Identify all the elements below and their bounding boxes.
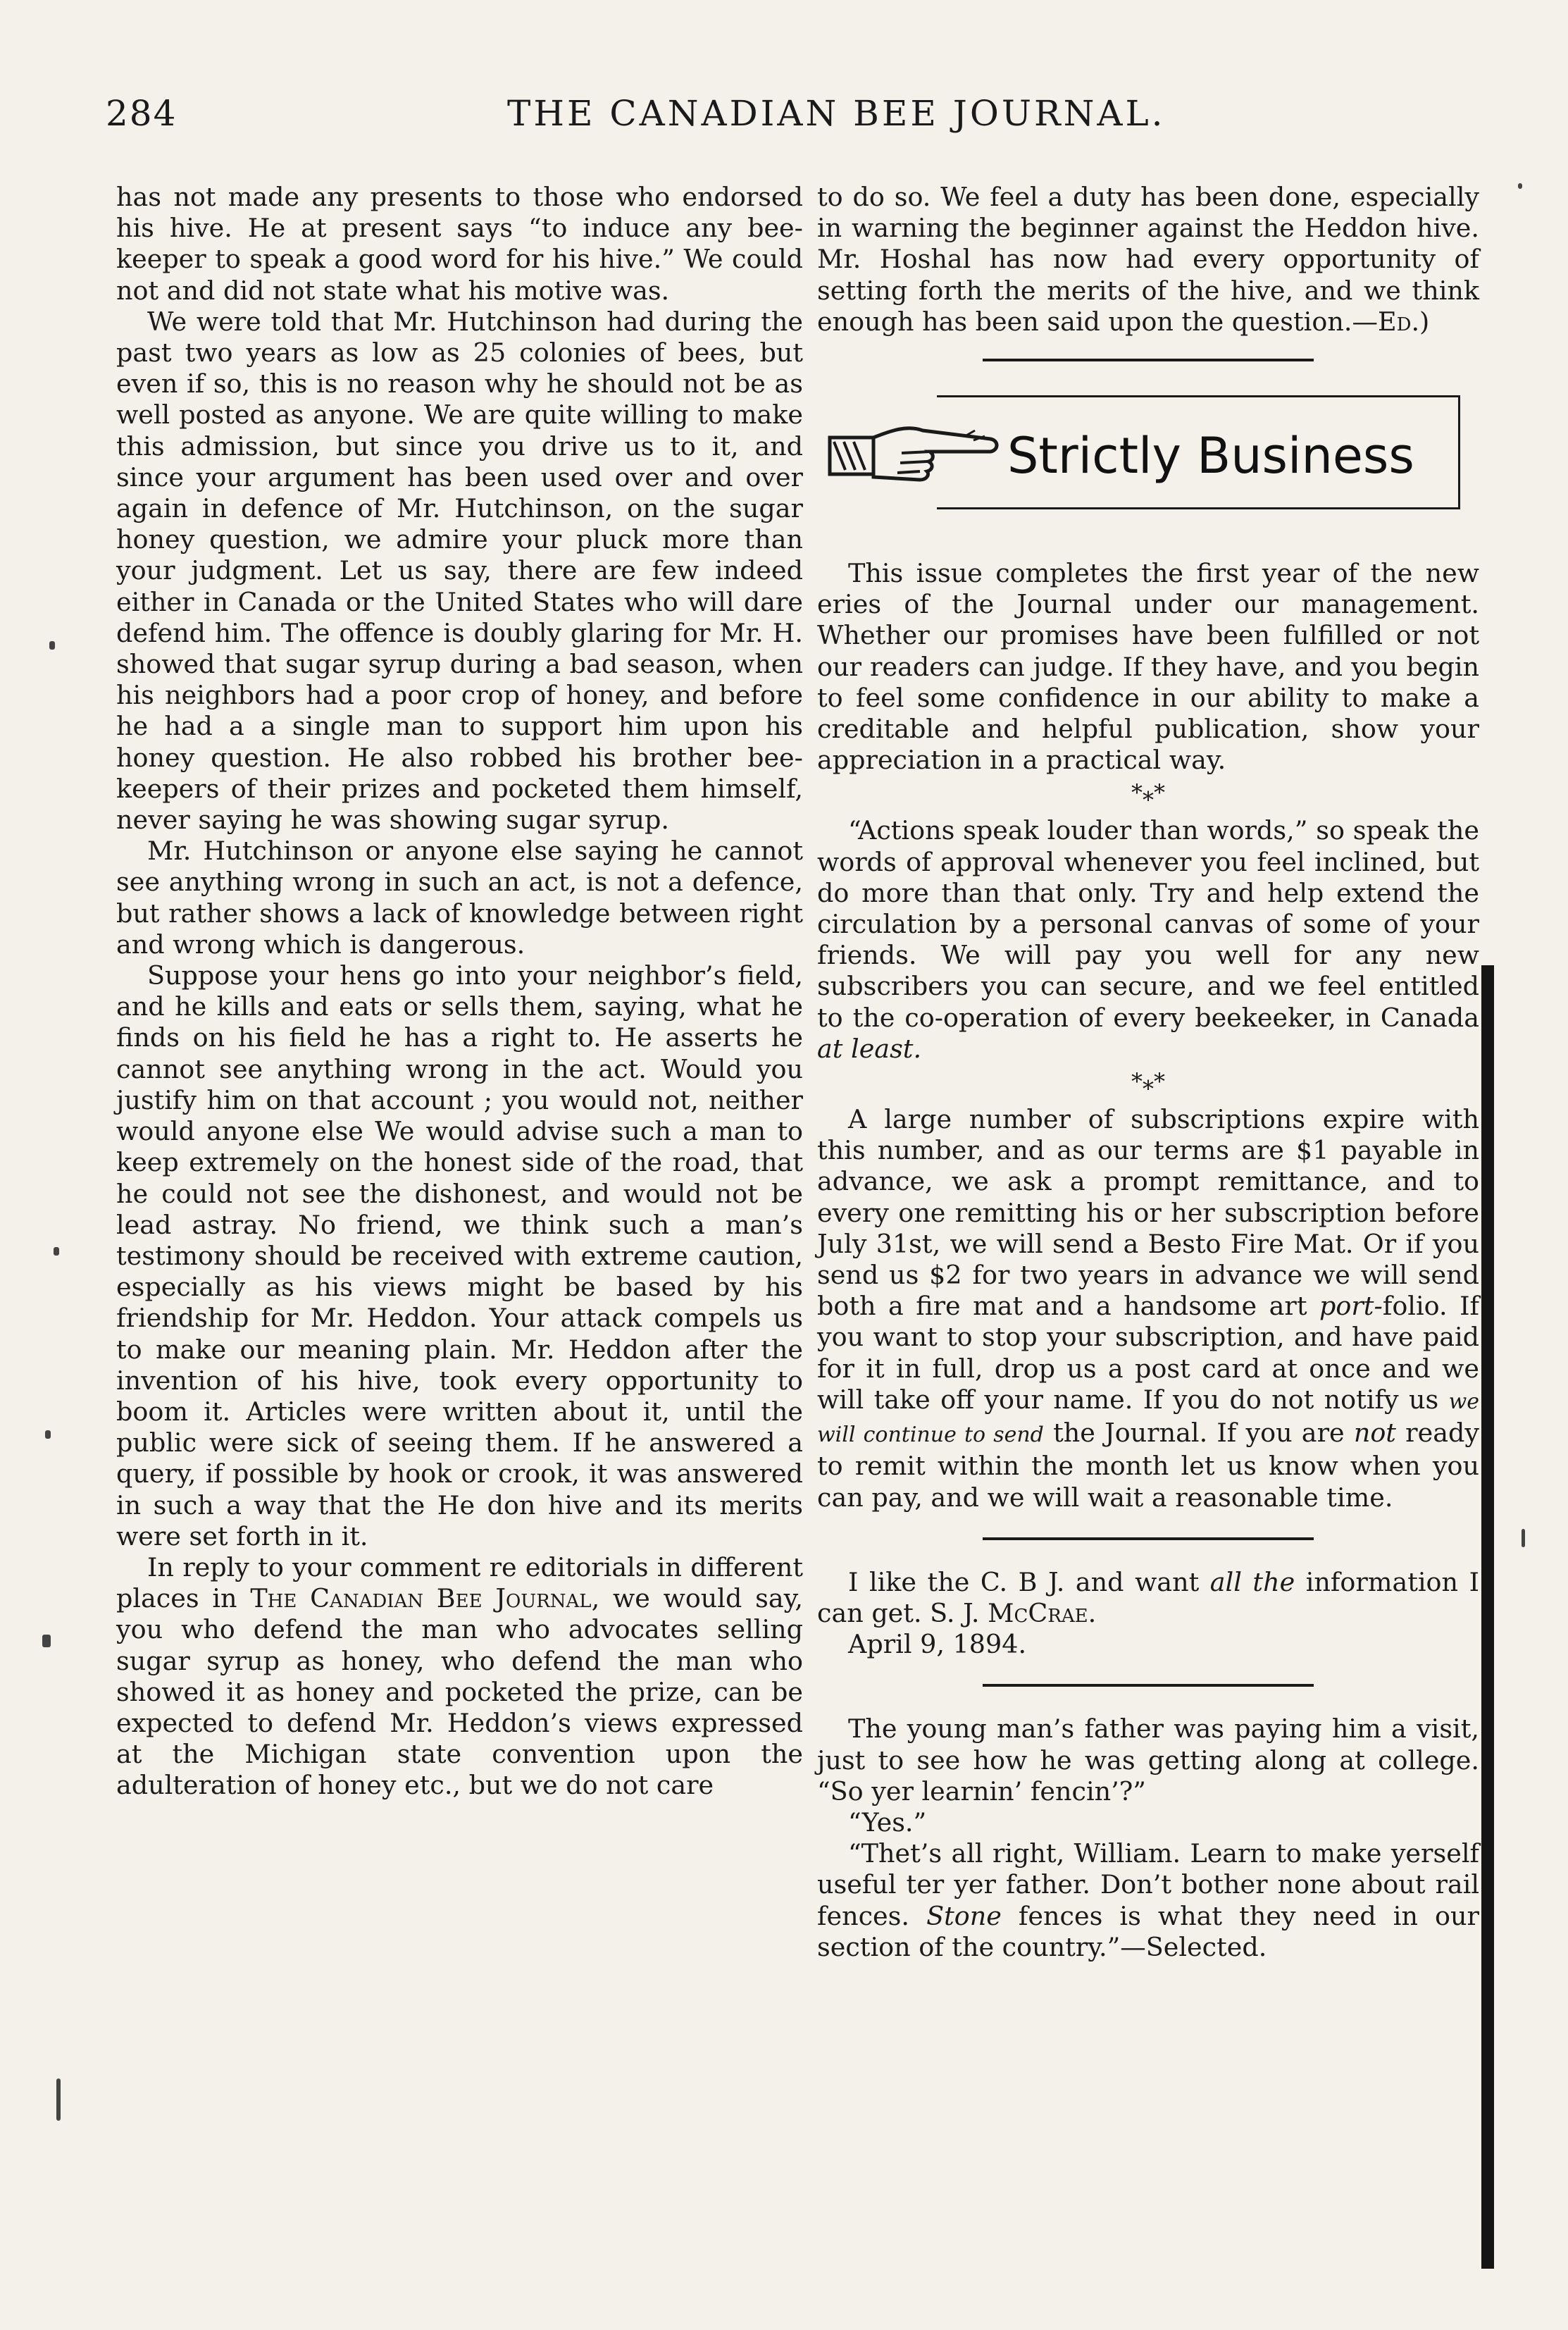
strictly-business-banner	[824, 388, 1479, 519]
right-paragraph-3-italic: at least.	[817, 1033, 922, 1064]
subscription-text-a: A large number of subscriptions expire with this number, and as our terms are $1 payable in advance, we ask a prompt remittance, and to every one remitting his or her subscription before July 31st, we will send a Besto Fire Mat. Or if you send us $2 for two years in advance we will send both a fire mat and a handsome art	[817, 1104, 1479, 1322]
editor-note-end	[817, 182, 1479, 337]
anecdote-text-a: “Thet’s all right, William. Learn to make yerself useful ter yer father. Don’t bother none about rail fences.	[817, 1838, 1479, 1931]
subscription-text-c: the Journal. If you are	[1043, 1418, 1354, 1449]
editor-initials: Ed.	[1377, 306, 1420, 337]
right-paragraph-3	[817, 815, 1479, 1065]
left-paragraph-3: Mr. Hutchinson or anyone else saying he cannot see anything wrong in such an act, is not a defence, but rather shows a lack of knowledge between right and wrong which is dangerous.	[116, 836, 803, 960]
margin-mark	[42, 1635, 51, 1647]
right-column	[817, 182, 1479, 1963]
left-paragraph-5-end: , we would say, you who defend the man who advocates selling sugar syrup as honey, who defend the man who showed it as honey and pocketed the prize, can be expected to defend Mr. Heddon’s views expressed at the Michigan state convention upon the adulteration of honey etc., but we do not care	[116, 1583, 803, 1801]
subscription-text-d: ready to remit within the month let us know when you can pay, and we will wait a reasonable time.	[817, 1418, 1479, 1513]
section-divider-3	[983, 1684, 1314, 1687]
page-edge-bar	[1481, 965, 1494, 2269]
reader-letter-italic: all the	[1209, 1566, 1295, 1597]
margin-mark	[49, 641, 55, 650]
right-paragraph-4	[817, 1104, 1479, 1513]
anecdote-paragraph-2: “Yes.”	[848, 1807, 927, 1838]
margin-mark	[54, 1247, 59, 1256]
asterism-1: *⁎*	[1131, 779, 1165, 807]
editor-note-text: to do so. We feel a duty has been done, especially in warning the beginner against the Heddon hive. Mr. Hoshal has now had every opportunity of setting forth the merits of the hive, and we think enough has been said upon the question.—	[817, 182, 1479, 337]
anecdote-text-b: fences is what they need in our section of the country.”—Selected.	[817, 1900, 1479, 1962]
left-paragraph-5	[116, 1552, 803, 1802]
anecdote-paragraph-3	[817, 1838, 1479, 1963]
subscription-not: not	[1353, 1418, 1396, 1449]
subscription-portfolio: port-	[1319, 1291, 1383, 1322]
reader-letter-text-b: information I can get.	[817, 1566, 1479, 1628]
section-divider-2	[983, 1537, 1314, 1540]
page-number: 284	[106, 93, 178, 134]
right-paragraph-2: This issue completes the first year of the new eries of the Journal under our management. Whether our promises have been fulfilled or not our readers can judge. If they have, and you begin to feel some confidence in our ability to make a creditable and helpful publication, show your appreciation in a practical way.	[817, 558, 1479, 776]
left-paragraph-4: Suppose your hens go into your neighbor’s field, and he kills and eats or sells them, saying, what he finds on his field he has a right to. He asserts he cannot see anything wrong in the act. Would you justify him on that account ; you would not, neither would anyone else We would advise such a man to keep extremely on the honest side of the road, that he could not see the dishonest, and would not be lead astray. No friend, we think such a man’s testimony should be received with extreme caution, especially as his views might be based by his friendship for Mr. Heddon. Your attack compels us to make our meaning plain. Mr. Heddon after the invention of his hive, took every opportunity to boom it. Articles were written about it, until the public were sick of seeing them. If he answered a query, if possible by hook or crook, it was answered in such a way that the He don hive and its merits were set forth in it.	[116, 960, 803, 1551]
reader-signature: S. J. McCrae.	[930, 1597, 1097, 1628]
anecdote-italic-stone: Stone	[926, 1900, 1002, 1931]
subscription-text-b: folio. If you want to stop your subscription, and have paid for it in full, drop us a post card at once and we will take off your name. If you do not notify us	[817, 1291, 1480, 1415]
page-header	[106, 83, 1486, 147]
reader-letter	[817, 1567, 1479, 1629]
margin-mark	[56, 2078, 61, 2121]
margin-mark	[1522, 1529, 1525, 1547]
reader-letter-text-a: I like the C. B J. and want	[848, 1566, 1210, 1597]
left-paragraph-2: We were told that Mr. Hutchinson had during the past two years as low as 25 colonies of bees, but even if so, this is no reason why he should not be as well posted as anyone. We are quite willing to make this admission, but since you drive us to it, and since your argument has been used over and over again in defence of Mr. Hutchinson, on the sugar honey question, we admire your pluck more than your judgment. Let us say, there are few indeed either in Canada or the United States who will dare defend him. The offence is doubly glaring for Mr. H. showed that sugar syrup during a bad season, when his neighbors had a poor crop of honey, and before he had a a single man to support him upon his honey question. He also robbed his brother bee-keepers of their prizes and pocketed them himself, never saying he was showing sugar syrup.	[116, 306, 803, 836]
margin-mark	[45, 1430, 51, 1439]
anecdote-paragraph-1: The young man’s father was paying him a visit, just to see how he was getting along at college. “So yer learnin’ fencin’?”	[817, 1714, 1479, 1807]
left-paragraph-5-start: In reply to your comment re editorials in different places in	[116, 1551, 803, 1614]
section-divider	[983, 359, 1314, 361]
subscription-italic-continue: we will continue to send	[817, 1389, 1479, 1448]
journal-name-inline: The Canadian Bee Journal	[250, 1583, 592, 1614]
asterism-2: *⁎*	[1131, 1068, 1165, 1096]
banner-title: Strictly Business	[1007, 427, 1414, 485]
left-paragraph-1: has not made any presents to those who endorsed his hive. He at present says “to induce any bee-keeper to speak a good word for his hive.” We could not and did not state what his motive was.	[116, 182, 803, 306]
journal-title: THE CANADIAN BEE JOURNAL.	[507, 93, 1166, 134]
editor-note-close: )	[1419, 306, 1430, 337]
left-column	[116, 182, 803, 1802]
margin-mark	[1518, 183, 1522, 189]
reader-letter-date: April 9, 1894.	[848, 1629, 1027, 1660]
right-paragraph-3-text: “Actions speak louder than words,” so speak the words of approval whenever you feel inclined, but do more than that only. Try and help extend the circulation by a personal canvas of some of your friends. We will pay you well for any new subscribers you can secure, and we feel entitled to the co-operation of every beekeeker, in Canada	[817, 815, 1479, 1033]
